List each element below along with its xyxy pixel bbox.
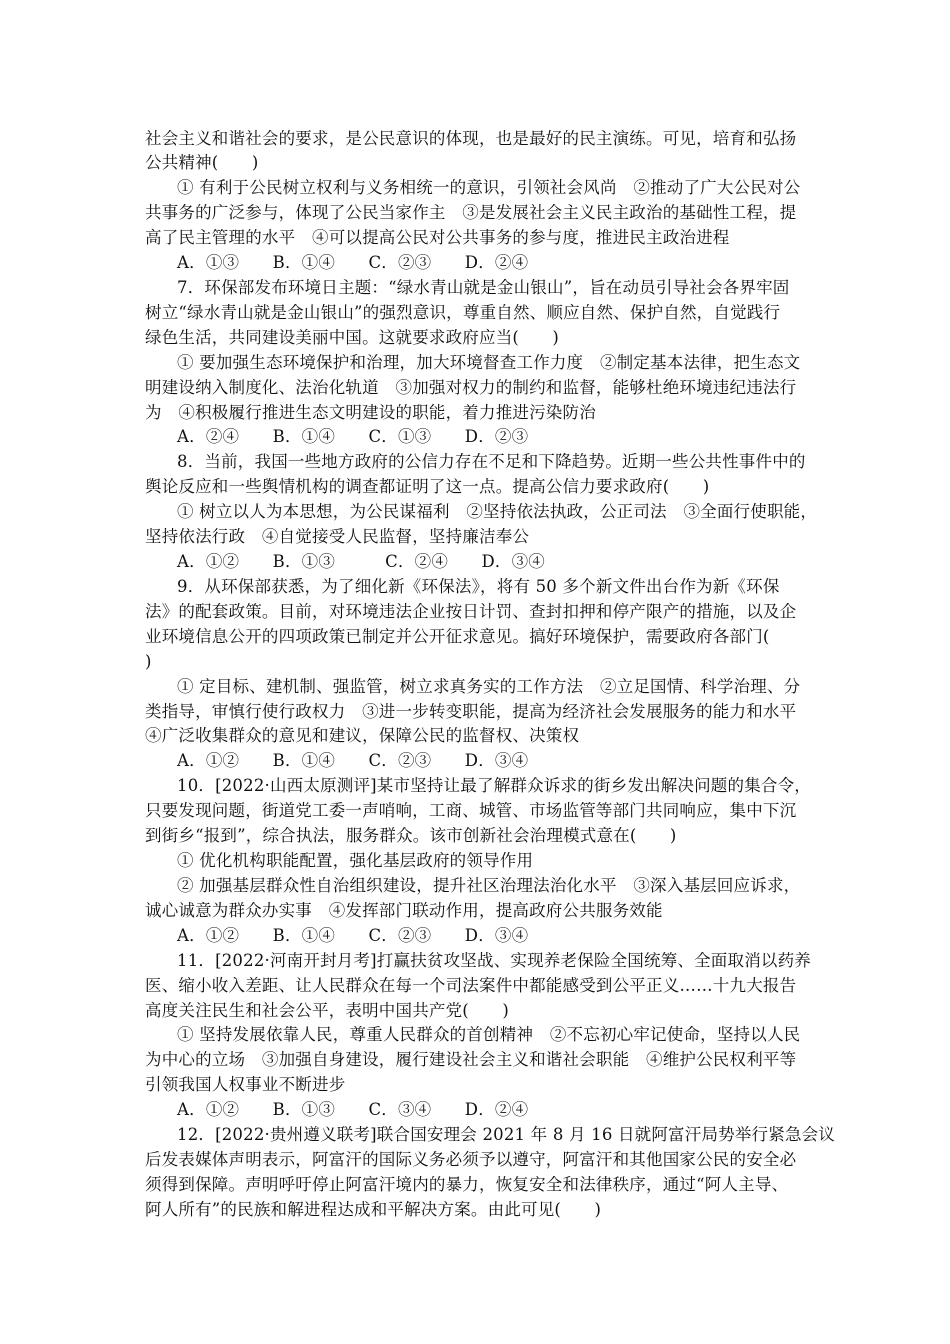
text-line: 阿人所有”的民族和解进程达成和平解决方案。由此可见( ) (145, 1200, 602, 1219)
text-line: 舆论反应和一些舆情机构的调查都证明了这一点。提高公信力要求政府( ) (145, 477, 710, 496)
text-line: 到街乡“报到”，综合执法，服务群众。该市创新社会治理模式意在( ) (145, 826, 677, 845)
option-statement: ① 定目标、建机制、强监管，树立求真务实的工作方法 ②立足国情、科学治理、分 (177, 677, 801, 696)
text-line: 后发表媒体声明表示，阿富汗的国际义务必须予以遵守，阿富汗和其他国家公民的安全必 (145, 1150, 797, 1169)
text-line: 类指导，审慎行使行政权力 ③进一步转变职能，提高为经济社会发展服务的能力和水平 (145, 702, 797, 721)
text-line: 为 ④积极履行推进生态文明建设的职能，着力推进污染防治 (145, 403, 596, 422)
text-line: 须得到保障。声明呼吁停止阿富汗境内的暴力，恢复安全和法律秩序，通过“阿人主导、 (145, 1175, 789, 1194)
question-8: 8．当前，我国一些地方政府的公信力存在不足和下降趋势。近期一些公共性事件中的 (177, 452, 806, 471)
text-line: 明建设纳入制度化、法治化轨道 ③加强对权力的制约和监督，能够杜绝环境违纪违法行 (145, 378, 797, 397)
text-line: ④广泛收集群众的意见和建议，保障公民的监督权、决策权 (145, 726, 580, 745)
text-line: 诚心诚意为群众办实事 ④发挥部门联动作用，提高政府公共服务效能 (145, 901, 663, 920)
option-statement: ② 加强基层群众性自治组织建设，提升社区治理法治化水平 ③深入基层回应诉求， (177, 876, 801, 895)
option-statement: ① 树立以人为本思想，为公民谋福利 ②坚持依法执政，公正司法 ③全面行使职能， (177, 502, 818, 521)
question-10: 10．[2022·山西太原测评]某市坚持让最了解群众诉求的街乡发出解决问题的集合令， (177, 776, 812, 795)
answer-choices: A．①② B．①③ C．②④ D．③④ (177, 552, 545, 571)
text-line: 业环境信息公开的四项政策已制定并公开征求意见。搞好环境保护，需要政府各部门( (145, 627, 770, 646)
option-statement: ① 坚持发展依靠人民，尊重人民群众的首创精神 ②不忘初心牢记使命，坚持以人民 (177, 1025, 801, 1044)
question-12: 12．[2022·贵州遵义联考]联合国安理会 2021 年 8 月 16 日就阿富汗局势举行紧急会议 (177, 1125, 836, 1144)
answer-choices: A．②④ B．①④ C．①③ D．②③ (177, 427, 529, 446)
answer-choices: A．①② B．①④ C．②③ D．③④ (177, 926, 529, 945)
option-statement: ① 要加强生态环境保护和治理，加大环境督查工作力度 ②制定基本法律，把生态文 (177, 353, 801, 372)
option-statement: ① 优化机构职能配置，强化基层政府的领导作用 (177, 851, 534, 870)
answer-choices: A．①② B．①④ C．②③ D．③④ (177, 751, 529, 770)
text-line: 医、缩小收入差距、让人民群众在每一个司法案件中都能感受到公平正义……十九大报告 (145, 976, 797, 995)
text-line: ) (145, 652, 152, 671)
text-line: 树立“绿水青山就是金山银山”的强烈意识，尊重自然、顺应自然、保护自然，自觉践行 (145, 303, 781, 322)
answer-choices: A．①② B．①③ C．③④ D．②④ (177, 1100, 529, 1119)
text-line: 共事务的广泛参与，体现了公民当家作主 ③是发展社会主义民主政治的基础性工程，提 (145, 203, 797, 222)
text-line: 公共精神( ) (145, 153, 259, 172)
text-line: 为中心的立场 ③加强自身建设，履行建设社会主义和谐社会职能 ④维护公民权利平等 (145, 1050, 797, 1069)
text-line: 社会主义和谐社会的要求，是公民意识的体现，也是最好的民主演练。可见，培育和弘扬 (145, 129, 797, 148)
text-line: 引领我国人权事业不断进步 (145, 1075, 346, 1094)
text-line: 法》的配套政策。目前，对环境违法企业按日计罚、查封扣押和停产限产的措施，以及企 (145, 602, 797, 621)
text-line: 只要发现问题，街道党工委一声哨响，工商、城管、市场监管等部门共同响应，集中下沉 (145, 801, 797, 820)
text-line: 绿色生活，共同建设美丽中国。这就要求政府应当( ) (145, 328, 560, 347)
text-line: 坚持依法行政 ④自觉接受人民监督，坚持廉洁奉公 (145, 527, 530, 546)
answer-choices: A．①③ B．①④ C．②③ D．②④ (177, 253, 529, 272)
option-statement: ① 有利于公民树立权利与义务相统一的意识，引领社会风尚 ②推动了广大公民对公 (177, 178, 801, 197)
text-line: 高度关注民生和社会公平，表明中国共产党( ) (145, 1001, 509, 1020)
question-7: 7．环保部发布环境日主题：“绿水青山就是金山银山”，旨在动员引导社会各界牢固 (177, 278, 790, 297)
question-11: 11．[2022·河南开封月考]打赢扶贫攻坚战、实现养老保险全国统筹、全面取消以药养 (177, 951, 812, 970)
question-9: 9．从环保部获悉，为了细化新《环保法》，将有 50 多个新文件出台作为新《环保 (177, 577, 780, 596)
text-line: 高了民主管理的水平 ④可以提高公民对公共事务的参与度，推进民主政治进程 (145, 228, 730, 247)
